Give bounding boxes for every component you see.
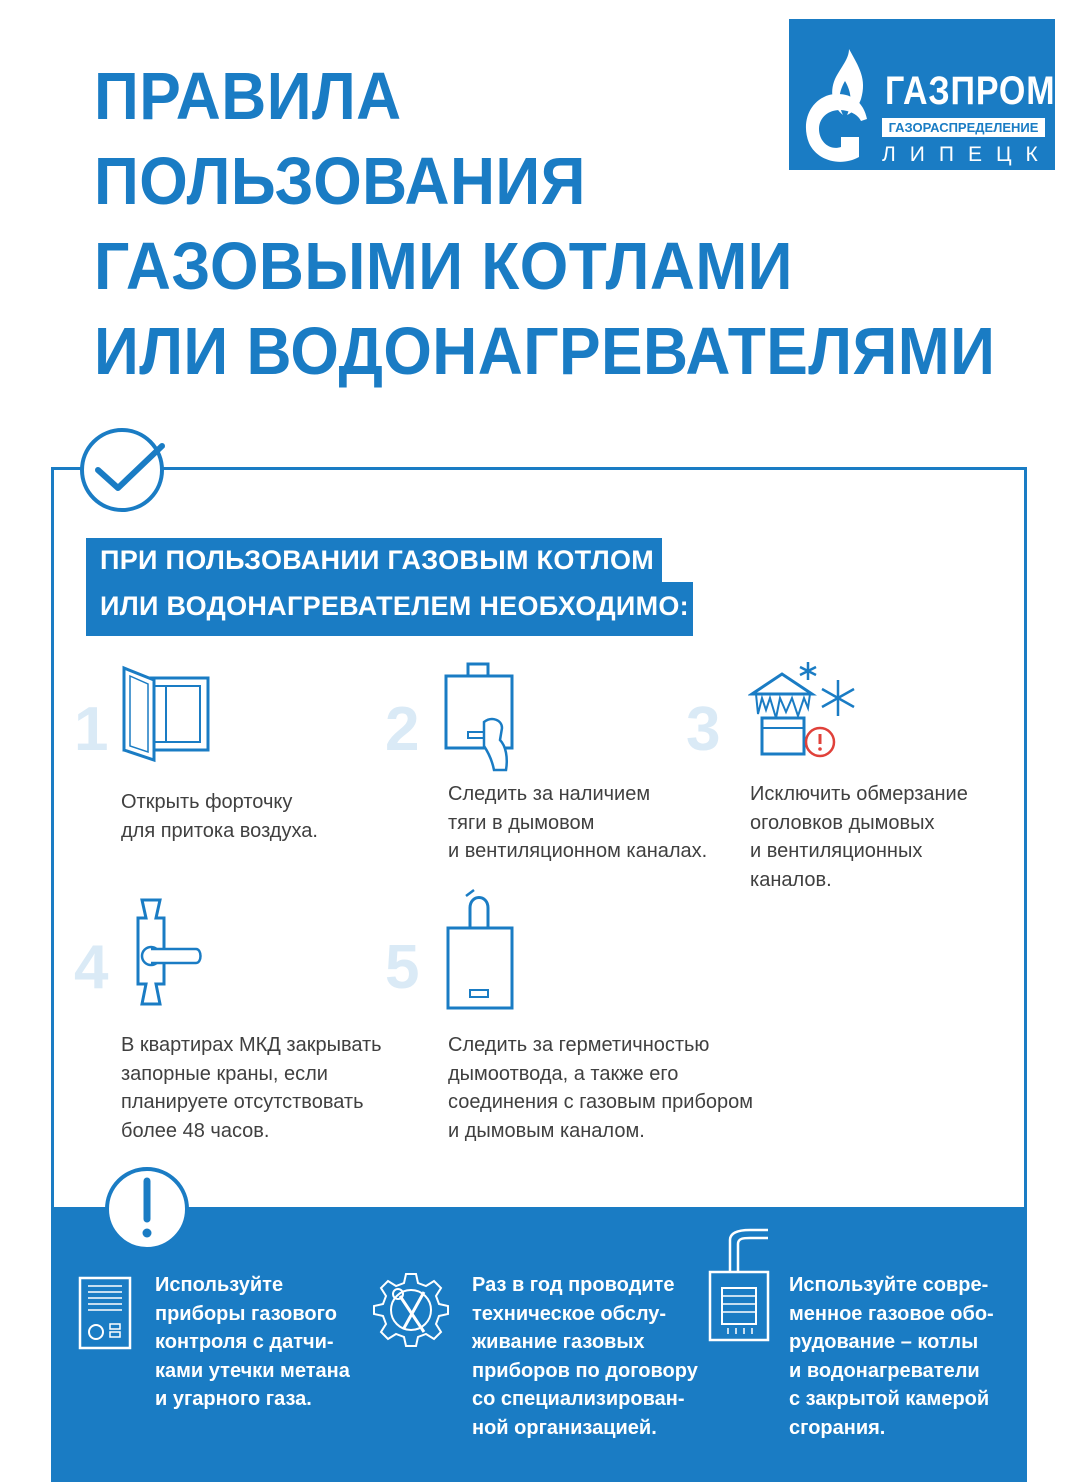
tip-line: ками утечки метана (155, 1359, 350, 1382)
tip-line: рудование – котлы (789, 1331, 979, 1353)
step-line: соединения с газовым прибором (448, 1091, 754, 1113)
tip-line: и водонагреватели (789, 1359, 980, 1382)
step-line: дымоотвода, а также его (448, 1062, 679, 1085)
boiler-flue-icon (444, 888, 518, 1014)
step-line: для притока воздуха. (121, 819, 318, 842)
tip-text (472, 1271, 698, 1442)
title-line: ПРАВИЛА (94, 59, 402, 134)
boiler-hand-icon (440, 662, 520, 774)
step-line: и вентиляционном каналах. (448, 840, 708, 862)
title-line: ИЛИ ВОДОНАГРЕВАТЕЛЯМИ (94, 314, 996, 389)
gear-tools-icon (372, 1270, 450, 1348)
step-text (121, 1031, 382, 1145)
step-line: и дымовым каналом. (448, 1119, 645, 1142)
step-text (448, 780, 707, 866)
step-line: Следить за герметичностью (448, 1034, 710, 1056)
step-line: каналов. (750, 868, 832, 891)
step-line: Следить за наличием (448, 783, 651, 805)
step-line: В квартирах МКД закрывать (121, 1034, 382, 1056)
tip-line: приборы газового (155, 1302, 337, 1325)
closed-chamber-boiler-icon (706, 1228, 774, 1344)
gas-valve-icon (126, 896, 206, 1008)
gas-detector-icon (78, 1276, 132, 1352)
tip-line: живание газовых (472, 1331, 645, 1353)
step-line: запорные краны, если (121, 1062, 328, 1085)
tip-line: ной организацией. (472, 1416, 657, 1439)
logo-brand: ГАЗПРОМ (885, 69, 1056, 113)
logo-subtitle: ГАЗОРАСПРЕДЕЛЕНИЕ (882, 118, 1045, 137)
tip-line: техническое обслу- (472, 1302, 667, 1325)
logo-city: ЛИПЕЦК (882, 143, 1052, 166)
tip-line: Используйте (155, 1274, 284, 1296)
step-text (750, 780, 968, 894)
tip-line: менное газовое обо- (789, 1302, 994, 1325)
gazprom-logo (789, 19, 1055, 170)
step-text (121, 788, 318, 845)
frozen-chimney-icon (748, 658, 860, 760)
step-number: 4 (74, 933, 109, 1002)
tip-line: контроля с датчи- (155, 1331, 334, 1353)
checkmark-circle-icon (78, 426, 170, 518)
section-banner-line: ПРИ ПОЛЬЗОВАНИИ ГАЗОВЫМ КОТЛОМ (86, 538, 662, 584)
step-line: оголовков дымовых (750, 811, 935, 834)
title-line: ПОЛЬЗОВАНИЯ (94, 144, 586, 219)
step-line: тяги в дымовом (448, 811, 595, 834)
tip-line: Используйте совре- (789, 1274, 989, 1296)
tip-line: и угарного газа. (155, 1388, 312, 1410)
tip-text (155, 1271, 350, 1414)
step-number: 5 (385, 933, 420, 1002)
window-icon (118, 664, 212, 764)
step-line: более 48 часов. (121, 1119, 270, 1142)
step-number: 2 (385, 695, 420, 764)
title-line: ГАЗОВЫМИ КОТЛАМИ (94, 229, 793, 304)
step-text (448, 1031, 753, 1145)
step-line: и вентиляционных (750, 840, 923, 862)
gazprom-emblem-icon (789, 19, 889, 170)
step-number: 3 (686, 695, 721, 764)
exclamation-circle-icon (103, 1165, 191, 1253)
step-line: Исключить обмерзание (750, 783, 968, 805)
tip-line: приборов по договору (472, 1359, 698, 1382)
tip-line: сгорания. (789, 1416, 886, 1439)
tip-line: со специализирован- (472, 1388, 685, 1410)
step-line: Открыть форточку (121, 791, 293, 813)
section-banner-line: ИЛИ ВОДОНАГРЕВАТЕЛЕМ НЕОБХОДИМО: (86, 582, 693, 636)
tip-text (789, 1271, 994, 1442)
step-number: 1 (74, 695, 109, 764)
tip-line: Раз в год проводите (472, 1274, 675, 1296)
tip-line: с закрытой камерой (789, 1388, 990, 1410)
step-line: планируете отсутствовать (121, 1091, 364, 1113)
